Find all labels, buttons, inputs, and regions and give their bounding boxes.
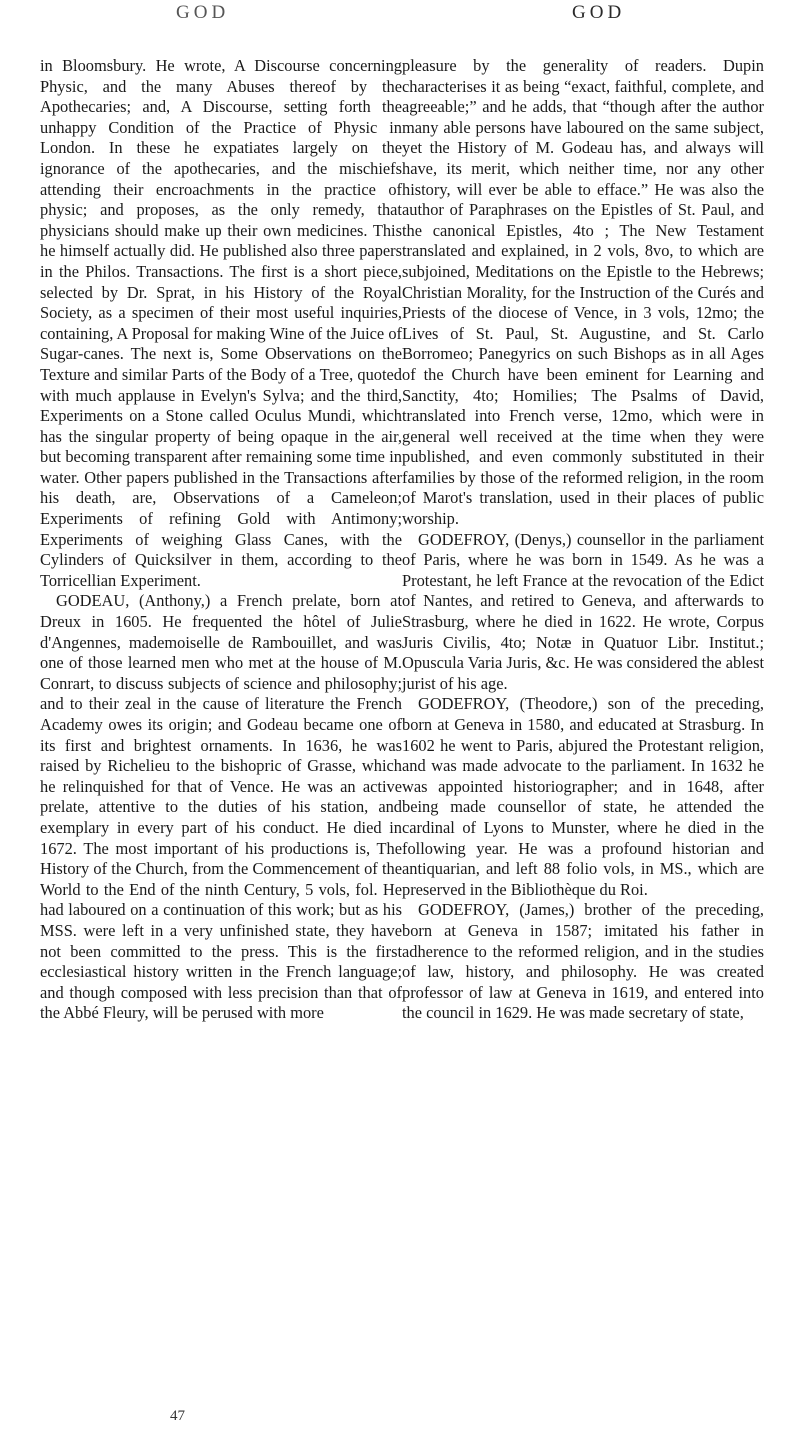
running-head-right: GOD	[572, 2, 626, 23]
right-column	[402, 56, 764, 1024]
left-column	[40, 56, 402, 1024]
entry-godefroy-theodore: GODEFROY, (Theodore,) son of the preceding, born at Geneva in 1580, and educated at Strasburg. In 1602 he went to Paris, abjured the Protestant religion, and was made advocate to the parliament. In 1632 he was appointed historiographer; and in 1648, after being made counsellor of state, he attended the cardinal of Lyons to Munster, where he died in the following year. He was a profound historian and antiquarian, and left 88 folio vols, in MS., which are preserved in the Bibliothèque du Roi.	[402, 694, 764, 899]
paragraph-continuation: in Bloomsbury. He wrote, A Discourse concerning Physic, and the many Abuses thereof by the Apothecaries; and, A Discourse, setting forth the unhappy Condition of the Practice of Physic in London. In these he expatiates largely on the ignorance of the apothecaries, and the mischiefs attending their encroachments in the practice of physic; and proposes, as the only remedy, that physicians should make up their own medicines. This he himself actually did. He published also three papers in the Philos. Transactions. The first is a short piece, selected by Dr. Sprat, in his History of the Royal Society, as a specimen of their most useful inquiries, containing, A Proposal for making Wine of the Juice of Sugar-canes. The next is, Some Observations on the Texture and similar Parts of the Body of a Tree, quoted with much applause in Evelyn's Sylva; and the third, Experiments on a Stone called Oculus Mundi, which has the singular property of being opaque in the air, but becoming transparent after remaining some time in water. Other papers published in the Transactions after his death, are, Observations of a Cameleon; Experiments of refining Gold with Antimony; Experiments of weighing Glass Canes, with the Cylinders of Quicksilver in them, according to the Torricellian Experiment.	[40, 56, 402, 590]
running-head-left: GOD	[176, 2, 230, 23]
paragraph-continuation-right: pleasure by the generality of readers. Dupin characterises it as being “exact, faithful, complete, and agreeable;” and he adds, that “though after the author many able persons have laboured on the same subject, yet the History of M. Godeau has, and always will have, its merit, which neither time, nor any other history, will ever be able to efface.” He was also the author of Paraphrases on the Epistles of St. Paul, and the canonical Epistles, 4to ; The New Testament translated and explained, in 2 vols, 8vo, to which are subjoined, Meditations on the Epistle to the Hebrews; Christian Morality, for the Instruction of the Curés and Priests of the diocese of Vence, in 3 vols, 12mo; the Lives of St. Paul, St. Augustine, and St. Carlo Borromeo; Panegyrics on such Bishops as in all Ages of the Church have been eminent for Learning and Sanctity, 4to; Homilies; The Psalms of David, translated into French verse, 12mo, which were in general well received at the time when they were published, and even commonly substituted in their families by those of the reformed religion, in the room of Marot's translation, used in their places of public worship.	[402, 56, 764, 529]
entry-godeau: GODEAU, (Anthony,) a French prelate, born at Dreux in 1605. He frequented the hôtel of Julie d'Angennes, mademoiselle de Rambouillet, and was one of those learned men who met at the house of M. Conrart, to discuss subjects of science and philosophy; and to their zeal in the cause of literature the French Academy owes its origin; and Godeau became one of its first and brightest ornaments. In 1636, he was raised by Richelieu to the bishopric of Grasse, which he relinquished for that of Vence. He was an active prelate, attentive to the duties of his station, and exemplary in every part of his conduct. He died in 1672. The most important of his productions is, The History of the Church, from the Commencement of the World to the End of the ninth Century, 5 vols, fol. He had laboured on a continuation of this work; but as his MSS. were left in a very unfinished state, they have not been committed to the press. This is the first ecclesiastical history written in the French language; and though composed with less precision than that of the Abbé Fleury, will be perused with more	[40, 591, 402, 1023]
entry-godefroy-denys: GODEFROY, (Denys,) counsellor in the parliament of Paris, where he was born in 1549. As he was a Protestant, he left France at the revocation of the Edict of Nantes, and retired to Geneva, and afterwards to Strasburg, where he died in 1622. He wrote, Corpus Juris Civilis, 4to; Notæ in Quatuor Libr. Institut.; Opuscula Varia Juris, &c. He was considered the ablest jurist of his age.	[402, 529, 765, 693]
page-number: 47	[170, 1408, 185, 1424]
entry-godefroy-james: GODEFROY, (James,) brother of the preceding, born at Geneva in 1587; imitated his father in adherence to the reformed religion, and in the studies of law, history, and philosophy. He was created professor of law at Geneva in 1619, and entered into the council in 1629. He was made secretary of state,	[402, 900, 764, 1023]
